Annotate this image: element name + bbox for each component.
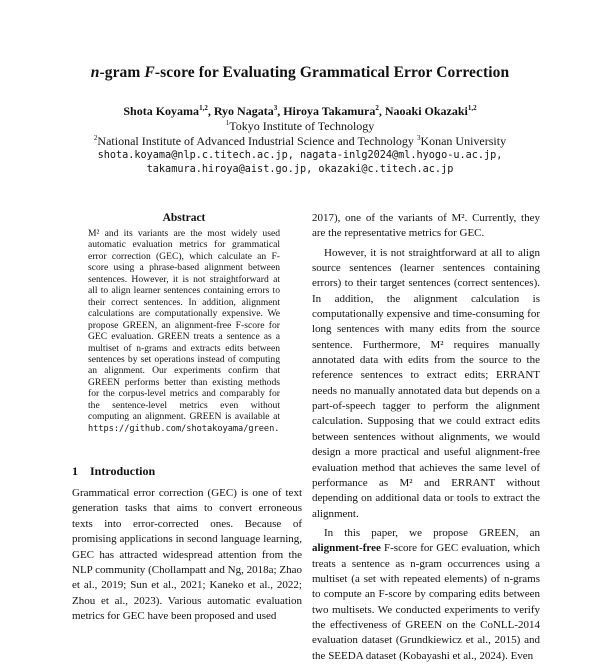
title-rest: -score for Evaluating Grammatical Error Correction [154, 64, 510, 81]
section-number: 1 [72, 464, 78, 478]
affiliation-line-1 [0, 119, 600, 134]
affiliation-konan: Konan University [420, 134, 507, 148]
right-column [312, 211, 541, 662]
proposal-intro: In this paper, we propose GREEN, an [324, 526, 540, 539]
title-gram: -gram [99, 64, 145, 81]
title-n-variable: n [90, 64, 100, 81]
author-affil-sup: 1,2 [467, 104, 477, 112]
affiliation-aist: National Institute of Advanced Industrial Science and Technology [97, 134, 414, 148]
author-affil-sup: 1,2 [199, 104, 208, 112]
affiliation-tokyo-tech: Tokyo Institute of Technology [229, 119, 375, 133]
paragraph-proposal [312, 526, 540, 664]
section-title: Introduction [90, 464, 156, 478]
author-name: Ryo Nagata [213, 104, 274, 118]
author-name: Hiroya Takamura [283, 104, 376, 118]
paragraph-alignment-problem: However, it is not straightforward at all to align source sentences (learner sentences containing errors) to their target sentences (correct sentences). In addition, the alignment calculation is computationally expensive and time-consuming for long sentences with many edits from the source sentence. Furthermore, M² requires manually annotated data with edits from the source to the reference sentences to extract edits; ERRANT needs no manually annotated data but depends on a part-of-speech tagger to perform the alignment calculation. Supposing that we could extract edits between sentences without alignments, we would design a more practical and useful alignment-free evaluation method that achieves the same level of performance as M² and ERRANT without depending on additional data or tools to extract the alignment. [312, 246, 540, 520]
affil-sup: 3 [416, 134, 421, 142]
email-line-2: takamura.hiroya@aist.go.jp, okazaki@c.titech.ac.jp [146, 164, 454, 175]
affiliation-line-2 [0, 134, 600, 149]
affil-sup: 1 [225, 119, 230, 127]
author-list: Shota Koyama$^{1,2}$, Ryo Nagata$^3$, Hiroya Takamura$^2$, Naoaki Okazaki$^{1,2}$ [123, 104, 477, 118]
proposal-details: F-score for GEC evaluation, which treats a sentence as n-gram occurrences using a multiset (a set with repeated elements) of n-grams to compute an F-score by comparing edits between two multisets. We conducted experiments to verify the effectiveness of GREEN on the CoNLL-2014 evaluation dataset (Grundkiewicz et al., 2015) and the SEEDA dataset (Kobayashi et al., 2024). Even [312, 542, 541, 662]
section-heading-introduction [72, 464, 302, 479]
abstract-text: M² and its variants are the most widely used automatic evaluation metrics for grammatical error correction (GEC), which calculate an F-score using a phrase-based alignment between sentences. However, it is not straightforward at all to align learner sentences containing errors to their correct sentences. In addition, alignment calculations are computationally expensive. We propose GREEN, an alignment-free F-score for GEC evaluation. GREEN treats a sentence as a multiset of n-grams and extracts edits between sentences by set operations instead of computing an alignment. Our experiments confirm that GREEN performs better than existing methods for the corpus-level metrics and comparably for the sentence-level metrics even without computing an alignment. GREEN is available at [88, 228, 280, 423]
author-affil-sup: 3 [273, 104, 278, 112]
author-name: Naoaki Okazaki [384, 104, 468, 118]
author-name: Shota Koyama [123, 104, 200, 118]
abstract-body [88, 228, 280, 435]
email-line-1: shota.koyama@nlp.c.titech.ac.jp, nagata-inlg2024@ml.hyogo-u.ac.jp, [97, 150, 503, 161]
title-f-variable: F [144, 64, 155, 81]
introduction-paragraph: Grammatical error correction (GEC) is one of text generation tasks that aims to convert erroneous texts into error-corrected ones. Because of promising applications in second language learning, GEC has attracted widespread attention from the NLP community (Chollampatt and Ng, 2018a; Zhao et al., 2019; Sun et al., 2021; Kaneko et al., 2022; Zhou et al., 2023). Various automatic evaluation metrics for GEC have been proposed and used [72, 487, 302, 623]
alignment-free-emphasis: alignment-free [312, 542, 381, 555]
paragraph-continued: 2017), one of the variants of M². Currently, they are the representative metrics for GEC. [312, 212, 540, 240]
abstract-heading: Abstract [162, 212, 206, 224]
repository-link[interactable]: https://github.com/shotakoyama/green. [88, 423, 280, 434]
author-affil-sup: 2 [375, 104, 379, 112]
affil-sup: 2 [93, 134, 98, 142]
paper-title [0, 64, 600, 82]
